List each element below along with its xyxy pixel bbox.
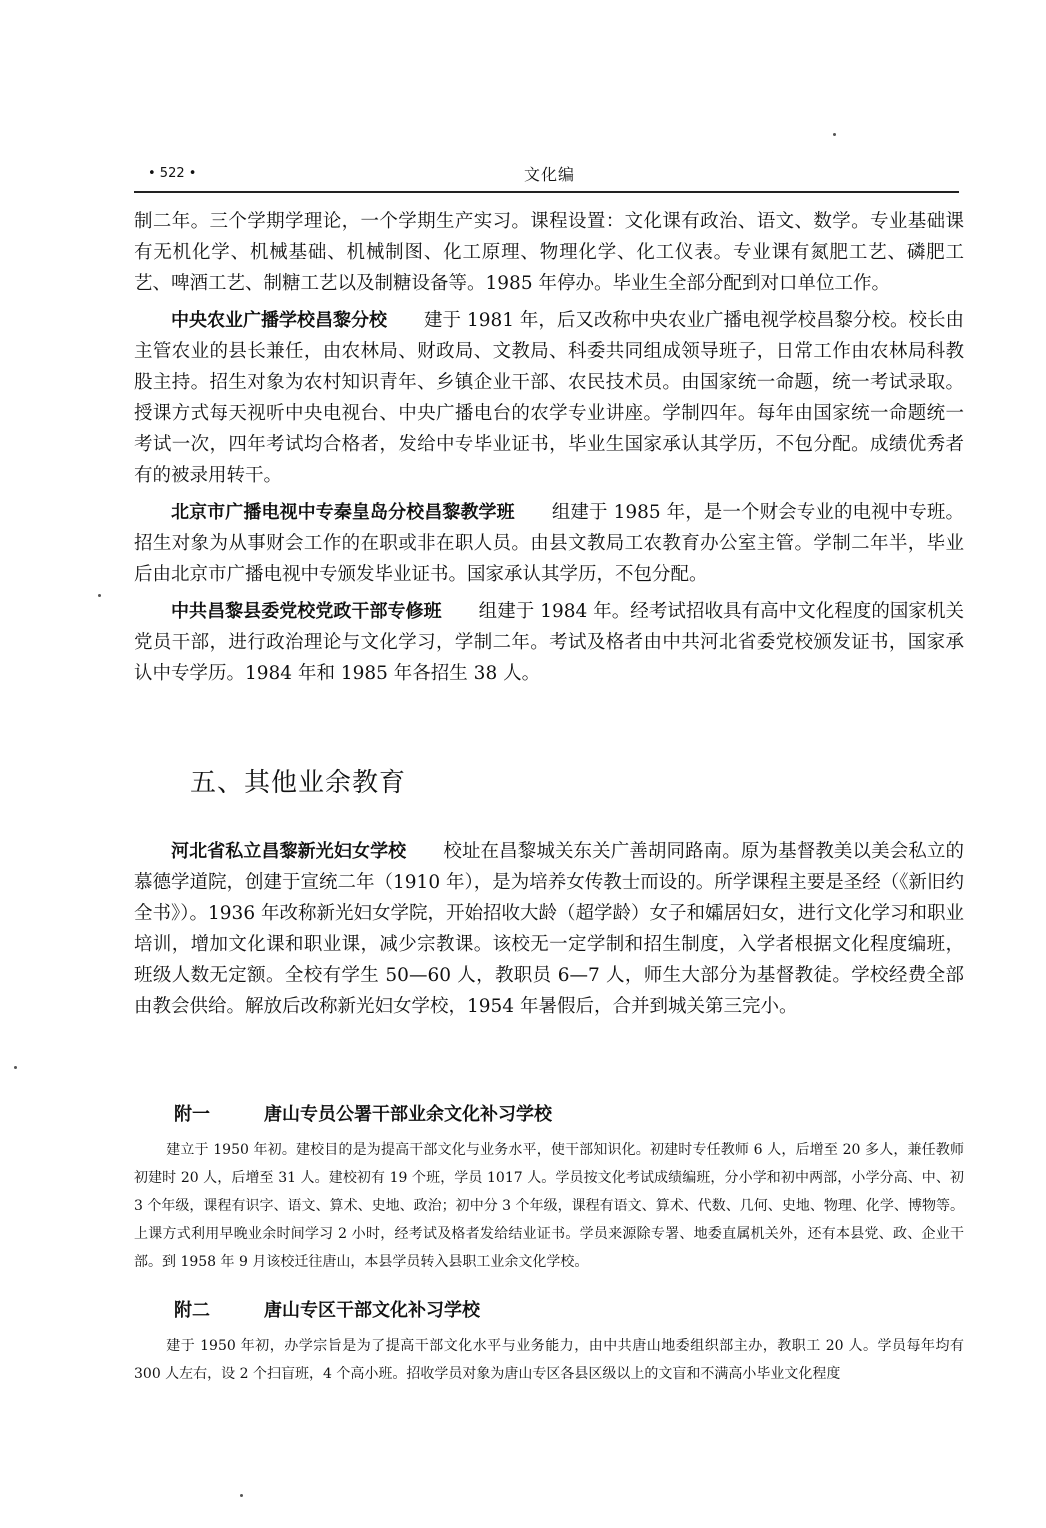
appendix-text: 建于 1950 年初，办学宗旨是为了提高干部文化水平与业务能力，由中共唐山地委组织部主办，教职工 20 人。学员每年均有 300 人左右，设 2 个扫盲班，4 个高小班。招收学员对象为唐山专区各县区级以上的文盲和不满高小毕业文化程度: [134, 1338, 964, 1382]
appendix-text: 建立于 1950 年初。建校目的是为提高干部文化与业务水平，使干部知识化。初建时专任教师 6 人，后增至 20 多人，兼任教师初建时 20 人，后增至 31 人。建校初有 19 个班，学员 1017 人。学员按文化考试成绩编班，分小学和初中两部，小学分高、中、初 3 个年级，课程有识字、语文、算术、史地、政治；初中分 3 个年级，课程有语文、算术、代数、几何、史地、物理、化学、博物等。上课方式利用早晚业余时间学习 2 小时，经考试及格者发给结业证书。学员来源除专署、地委直属机关外，还有本县党、政、企业干部。到 1958 年 9 月该校迁往唐山，本县学员转入县职工业余文化学校。: [134, 1142, 964, 1270]
paragraph-text: 校址在昌黎城关东关广善胡同路南。原为基督教美以美会私立的慕德学道院，创建于宣统二年（1910 年），是为培养女传教士而设的。所学课程主要是圣经（《新旧约全书》）。1936 年改称新光妇女学院，开始招收大龄（超学龄）女子和孀居妇女，进行文化学习和职业培训，增加文化课和职业课，减少宗教课。该校无一定学制和招生制度，入学者根据文化程度编班，班级人数无定额。全校有学生 50—60 人，教职员 6—7 人，师生大部分为基督教徒。学校经费全部由教会供给。解放后改称新光妇女学校，1954 年暑假后，合并到城关第三完小。: [134, 841, 964, 1017]
page-header: [134, 160, 959, 190]
scan-speck: [14, 1066, 17, 1069]
paragraph-title: 北京市广播电视中专秦皇岛分校昌黎教学班: [171, 502, 515, 523]
appendix-title: 唐山专区干部文化补习学校: [264, 1300, 480, 1321]
section-heading: 五、其他业余教育: [190, 768, 407, 798]
appendix-heading: [174, 1100, 964, 1126]
appendix-title: 唐山专员公署干部业余文化补习学校: [264, 1104, 552, 1125]
scan-speck: [98, 594, 101, 597]
paragraph: [134, 836, 964, 1022]
paragraph: [134, 305, 964, 491]
appendix-heading: [174, 1296, 964, 1322]
appendix-1: [134, 1100, 964, 1276]
paragraph-title: 河北省私立昌黎新光妇女学校: [171, 841, 407, 862]
header-rule: [134, 191, 959, 193]
paragraph-text: 组建于 1984 年。经考试招收具有高中文化程度的国家机关党员干部，进行政治理论与文化学习，学制二年。考试及格者由中共河北省委党校颁发证书，国家承认中专学历。1984 年和 1985 年各招生 38 人。: [134, 601, 964, 684]
scan-speck: [833, 133, 836, 136]
paragraph-text: 建于 1981 年，后又改称中央农业广播电视学校昌黎分校。校长由主管农业的县长兼任，由农林局、财政局、文教局、科委共同组成领导班子，日常工作由农林局科教股主持。招生对象为农村知识青年、乡镇企业干部、农民技术员。由国家统一命题，统一考试录取。授课方式每天视听中央电视台、中央广播电台的农学专业讲座。学制四年。每年由国家统一命题统一考试一次，四年考试均合格者，发给中专毕业证书，毕业生国家承认其学历，不包分配。成绩优秀者有的被录用转干。: [134, 310, 964, 486]
appendix-label: 附一: [174, 1104, 210, 1125]
page-number: • 522 •: [148, 166, 197, 181]
appendix-2: [134, 1296, 964, 1388]
paragraph: [134, 206, 964, 299]
paragraph: [134, 596, 964, 689]
paragraph: [134, 497, 964, 590]
appendix-label: 附二: [174, 1300, 210, 1321]
running-title: 文化编: [524, 165, 576, 184]
section-text: [134, 836, 964, 1022]
paragraph-title: 中央农业广播学校昌黎分校: [171, 310, 388, 331]
paragraph-text: 组建于 1985 年，是一个财会专业的电视中专班。招生对象为从事财会工作的在职或非在职人员。由县文教局工农教育办公室主管。学制二年半，毕业后由北京市广播电视中专颁发毕业证书。国家承认其学历，不包分配。: [134, 502, 964, 585]
main-text: [134, 206, 964, 689]
paragraph-text: 制二年。三个学期学理论，一个学期生产实习。课程设置：文化课有政治、语文、数学。专业基础课有无机化学、机械基础、机械制图、化工原理、物理化学、化工仪表。专业课有氮肥工艺、磷肥工艺、啤酒工艺、制糖工艺以及制糖设备等。1985 年停办。毕业生全部分配到对口单位工作。: [134, 211, 964, 294]
paragraph-title: 中共昌黎县委党校党政干部专修班: [171, 601, 442, 622]
scan-speck: [240, 1494, 243, 1497]
